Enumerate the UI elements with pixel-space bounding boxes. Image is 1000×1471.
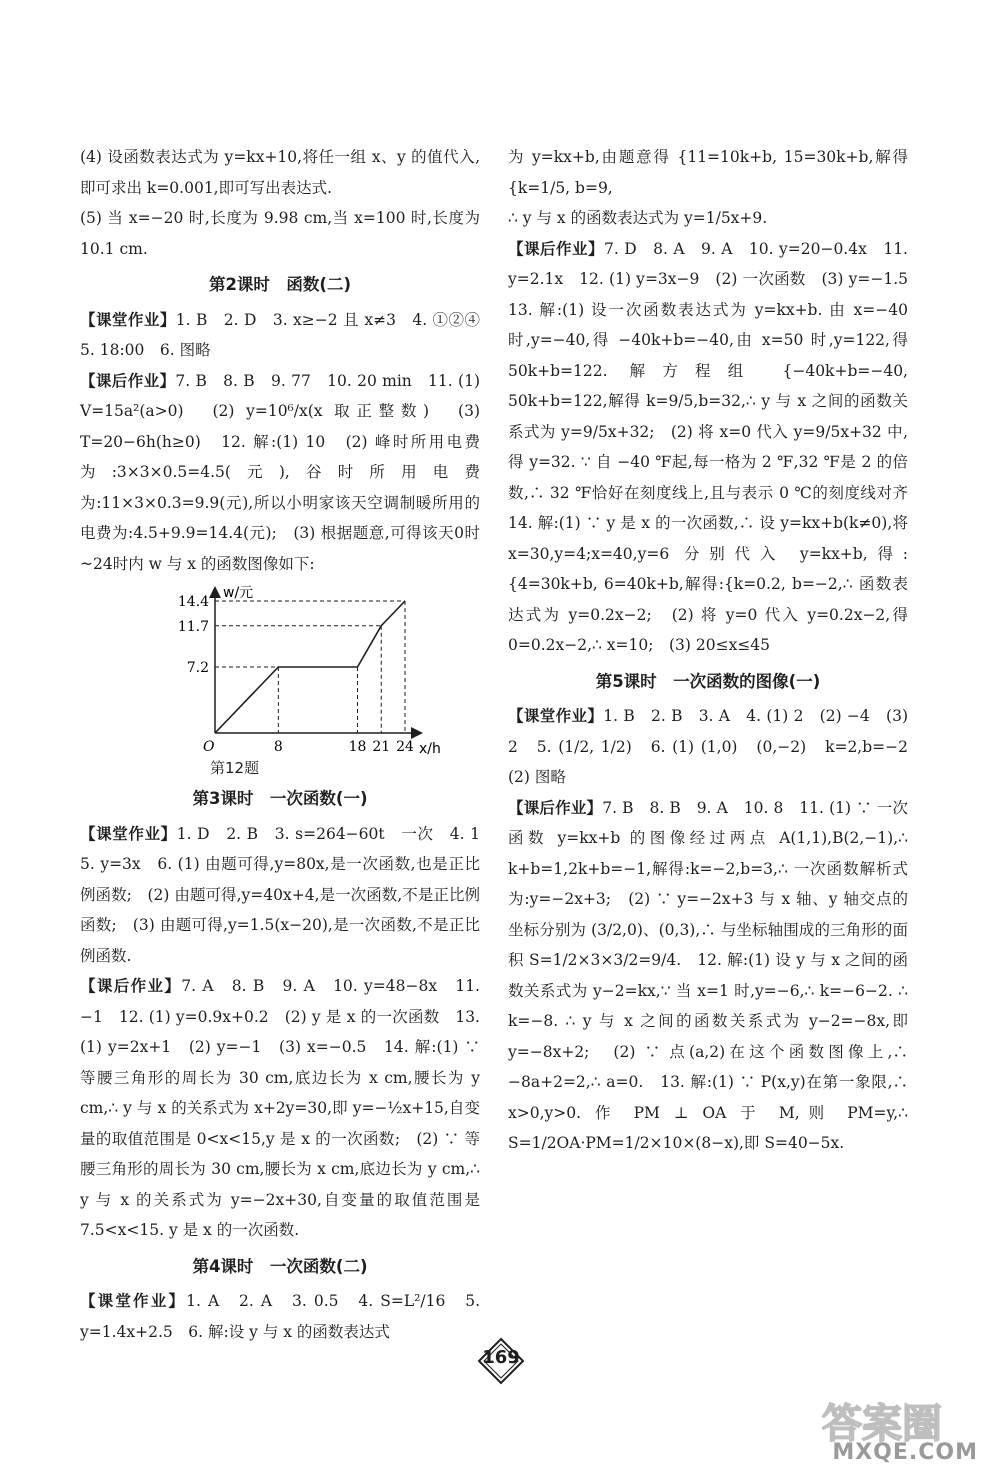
answer-block: [80, 305, 496, 366]
answer-block: [508, 793, 908, 1159]
answer-text: 7. A 8. B 9. A 10. y=48−8x 11. −1 12. (1) y=0.9x+0.2 (2) y 是 x 的一次函数 13. (1) y=2x+1 (2) y=−1 (3) x=−0.5 14. 解:(1) ∵ 等腰三角形的周长为 30 cm,底边长为 x cm,腰长为 y cm,∴ y 与 x 的关系式为 x+2y=30,即 y=−½x+15,自变量的取值范围是 0<x<15,y 是 x 的一次函数; (2) ∵ 等腰三角形的周长为 30 cm,腰长为 x cm,底边长为 y cm,∴ y 与 x 的关系式为 y=−2x+30,自变量的取值范围是 7.5<x<15. y 是 x 的一次函数.: [80, 977, 481, 1239]
section-label: 【课堂作业】: [508, 707, 604, 725]
section-label: 【课后作业】: [80, 371, 176, 390]
page-number-badge: [478, 1338, 524, 1384]
watermark-site: MXQE.COM: [832, 1440, 978, 1465]
paragraph: (5) 当 x=−20 时,长度为 9.98 cm,当 x=100 时,长度为 10.1 cm.: [80, 209, 480, 258]
section-label: 【课堂作业】: [80, 310, 176, 329]
lesson-title: 第3课时 一次函数(一): [192, 789, 368, 808]
section-label: 【课堂作业】: [80, 824, 177, 843]
section-label: 【课后作业】: [508, 239, 604, 258]
answer-text: 1. D 2. B 3. s=264−60t 一次 4. 1 5. y=3x 6. (1) 由题可得,y=80x,是一次函数,也是正比例函数; (2) 由题可得,y=40x+4,是一次函数,不是正比例函数; (3) 由题可得,y=1.5(x−20),是一次函数,不是正比例函数.: [80, 824, 496, 965]
lesson-title: 第5课时 一次函数的图像(一): [595, 671, 821, 691]
answer-block: [508, 234, 924, 661]
answer-text: 1. B 2. D 3. x≥−2 且 x≠3 4. ①②④ 5. 18:00 6. 图略: [80, 310, 496, 359]
paragraph: ∴ y 与 x 的函数表达式为 y=1/5x+9.: [508, 209, 768, 227]
section-label: 【课后作业】: [80, 977, 182, 995]
x-axis-label: x/h: [419, 741, 441, 757]
answer-block: [80, 366, 480, 580]
answer-block: [80, 819, 496, 972]
left-column: [80, 142, 496, 1347]
lesson-title: 第2课时 函数(二): [208, 275, 352, 294]
y-tick-label: 7.2: [186, 660, 209, 676]
watermark-logo-text: 答案圈: [822, 1401, 942, 1447]
section-label: 【课后作业】: [508, 798, 603, 817]
y-tick-label: 14.4: [177, 594, 209, 610]
right-column: [508, 142, 924, 1159]
x-tick-label: 8: [273, 739, 283, 755]
y-tick-label: 11.7: [177, 618, 209, 635]
answer-text: 7. B 8. B 9. A 10. 8 11. (1) ∵ 一次函数 y=kx+b 的图像经过两点 A(1,1),B(2,−1),∴ k+b=1,2k+b=−1,解得:k=−2,b=3,∴ 一次函数解析式为:y=−2x+3; (2) ∵ y=−2x+3 与 x 轴、y 轴交点的坐标分别为 (3/2,0)、(0,3),∴ 与坐标轴围成的三角形的面积 S=1/2×3×3/2=9/4. 12. 解:(1) 设 y 与 x 之间的函数关系式为 y−2=kx,∵ 当 x=1 时,y=−6,∴ k=−6−2. ∴ k=−8. ∴ y 与 x 之间的函数关系式为 y−2=−8x,即 y=−8x+2; (2) ∵ 点(a,2)在这个函数图像上,∴ −8a+2=2,∴ a=0. 13. 解:(1) ∵ P(x,y)在第一象限,∴ x>0,y>0. 作 PM ⊥ OA 于 M,则 PM=y,∴ S=1/2OA·PM=1/2×10×(8−x),即 S=40−5x.: [508, 798, 908, 1152]
answer-text: 1. A 2. A 3. 0.5 4. S=L²/16 5. y=1.4x+2.5 6. 解:设 y 与 x 的函数表达式: [80, 1292, 480, 1341]
answer-block: [508, 701, 924, 793]
answer-text: 7. B 8. B 9. 77 10. 20 min 11. (1) V=15a²(a>0) (2) y=10⁶/x(x 取正整数) (3) T=20−6h(h≥0) 12. 解:(1) 10 (2) 峰时所用电费为:3×3×0.5=4.5(元),谷时所用电费为:11×3×0.3=9.9(元),所以小明家该天空调制暖所用的电费为:4.5+9.9=14.4(元); (3) 根据题意,可得该天0时~24时内 w 与 x 的函数图像如下:: [80, 371, 480, 573]
answer-text: 1. B 2. B 3. A 4. (1) 2 (2) −4 (3) 2 5. (1/2, 1/2) 6. (1) (1,0) (0,−2) k=2,b=−2 (2) 图略: [508, 707, 924, 786]
graph-caption: 第12题: [210, 759, 260, 777]
paragraph: 为 y=kx+b,由题意得 {11=10k+b, 15=30k+b,解得 {k=1/5, b=9,: [508, 148, 908, 197]
answer-block: [80, 1286, 480, 1347]
origin-label: O: [203, 739, 215, 755]
function-graph: [170, 585, 441, 780]
x-tick-label: 24: [396, 739, 414, 755]
section-label: 【课堂作业】: [80, 1292, 187, 1310]
x-tick-label: 21: [372, 739, 391, 755]
lesson-title: 第4课时 一次函数(二): [192, 1256, 368, 1276]
page-number: 169: [482, 1347, 520, 1368]
y-axis-label: w/元: [223, 585, 254, 601]
paragraph: (4) 设函数表达式为 y=kx+10,将任一组 x、y 的值代入,即可求出 k=0.001,即可写出表达式.: [80, 148, 480, 197]
x-tick-label: 18: [348, 739, 367, 755]
graph-svg: [170, 585, 441, 757]
answer-text: 7. D 8. A 9. A 10. y=20−0.4x 11. y=2.1x 12. (1) y=3x−9 (2) 一次函数 (3) y=−1.5 13. 解:(1) 设一次函数表达式为 y=kx+b. 由 x=−40 时,y=−40,得 −40k+b=−40,由 x=50 时,y=122,得 50k+b=122. 解方程组 {−40k+b=−40, 50k+b=122,解得 k=9/5,b=32,∴ y 与 x 之间的函数关系式为 y=9/5x+32; (2) 将 x=0 代入 y=9/5x+32 中,得 y=32. ∵ 自 −40 ℉起,每一格为 2 ℉,32 ℉是 2 的倍数,∴ 32 ℉恰好在刻度线上,且与表示 0 ℃的刻度线对齐 14. 解:(1) ∵ y 是 x 的一次函数,∴ 设 y=kx+b(k≠0),将 x=30,y=4;x=40,y=6 分别代入 y=kx+b,得:{4=30k+b, 6=40k+b,解得:{k=0.2, b=−2,∴ 函数表达式为 y=0.2x−2; (2) 将 y=0 代入 y=0.2x−2,得 0=0.2x−2,∴ x=10; (3) 20≤x≤45: [508, 239, 924, 654]
answer-block: [80, 971, 480, 1246]
